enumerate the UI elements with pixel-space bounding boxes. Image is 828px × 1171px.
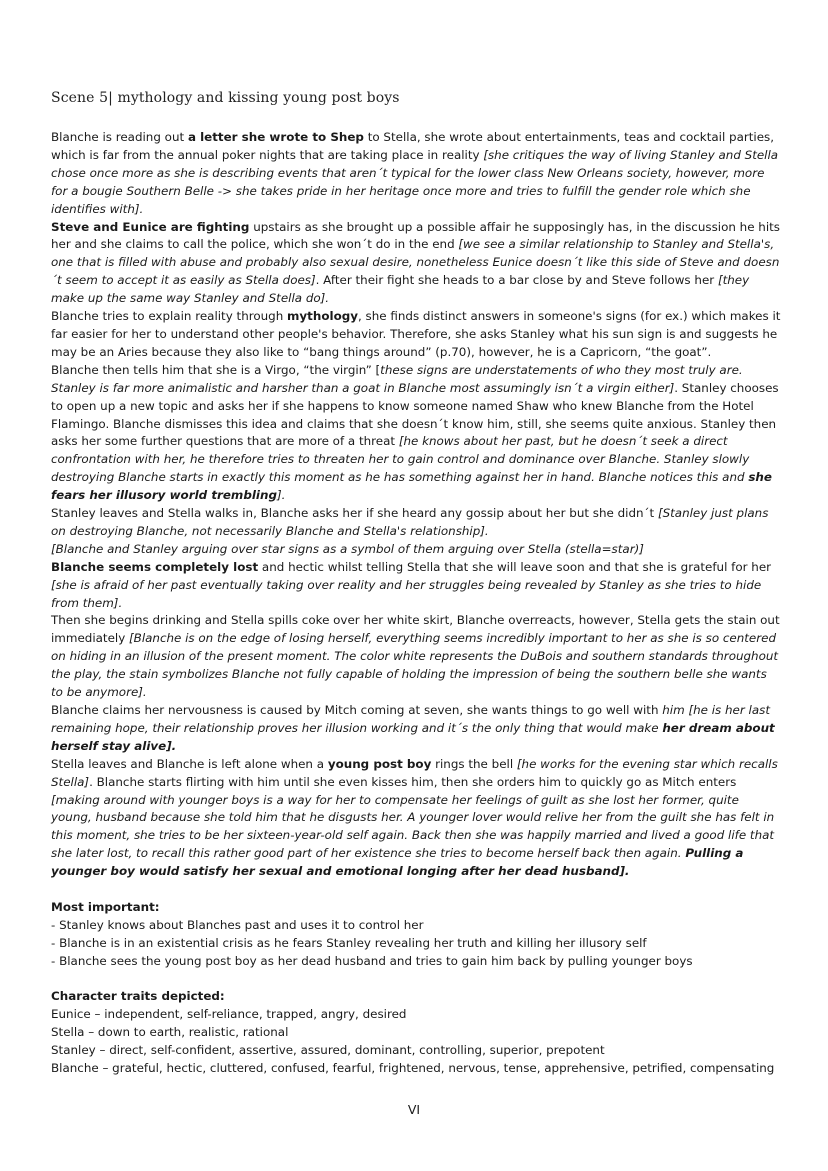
text-run: these signs are understatements of who they most truly are. Stanley is far more animalistic and harsher than a goat in Blanche most assumingly isn´t a virgin either] (51, 362, 743, 395)
character-trait-item: Blanche – grateful, hectic, cluttered, confused, fearful, frightened, nervous, tense, apprehensive, petrified, compensating (51, 1061, 775, 1076)
text-run: rings the bell (431, 756, 517, 771)
text-run: Blanche tries to explain reality through (51, 309, 288, 324)
text-run: Blanche seems completely lost (51, 559, 259, 574)
text-run: mythology (287, 309, 358, 324)
paragraph-list (51, 129, 781, 881)
text-run: Steve and Eunice are fighting (51, 219, 250, 234)
body-paragraph (51, 702, 781, 756)
character-traits-list (51, 1006, 781, 1078)
text-run: [she critiques the way of living Stanley and Stella chose once more as she is describing events that aren´t typical for the lower class New Orleans society, however, more for a bougie Southern Belle -> she takes pride in her heritage once more and tries to fulfill the gender role which she identifies with]. (51, 147, 779, 216)
body-paragraph (51, 756, 781, 881)
text-run: and hectic whilst telling Stella that she will leave soon and that she is grateful for her (258, 559, 772, 574)
section-gap (51, 881, 781, 899)
character-trait-item: Eunice – independent, self-reliance, trapped, angry, desired (51, 1007, 407, 1022)
most-important-item: - Blanche sees the young post boy as her dead husband and tries to gain him back by pulling younger boys (51, 953, 693, 968)
body-paragraph (51, 559, 781, 613)
text-run: Stanley leaves and Stella walks in, Blanche asks her if she heard any gossip about her but she didn´t (51, 506, 658, 521)
text-run: Blanche then tells him that she is a Virgo, “the virgin” [ (51, 362, 381, 377)
text-run: [Blanche is on the edge of losing herself, everything seems incredibly important to her as she is so centered on hiding in an illusion of the present moment. The color white represents the DuBois and southern standards throughout the play, the stain symbolizes Blanche not fully capable of holding the impression of being the southern belle she wants to be anymore]. (51, 631, 779, 700)
text-run: to Stella, she wrote about entertainments, teas and cocktail parties, which is far from the annual poker nights that are taking place in reality (51, 130, 775, 162)
body-paragraph (51, 129, 781, 219)
text-run: she fears her illusory world trembling (51, 470, 772, 503)
body-text (51, 129, 781, 1078)
text-run: a letter she wrote to Shep (187, 130, 364, 144)
text-run: . After their fight she heads to a bar close by and Steve follows her (315, 273, 718, 288)
text-run: Blanche is reading out (51, 130, 188, 144)
most-important-list (51, 917, 781, 971)
text-run: him [he is her last remaining hope, their relationship proves her illusion working and it´s the only thing that would make (51, 703, 770, 735)
body-paragraph (51, 541, 781, 559)
scene-title: Scene 5| mythology and kissing young post boys (51, 90, 400, 106)
text-run: Stella leaves and Blanche is left alone when a (51, 756, 328, 771)
text-run: [they make up the same way Stanley and Stella do]. (51, 273, 750, 306)
body-paragraph (51, 308, 781, 362)
text-run: young post boy (327, 756, 432, 771)
body-paragraph (51, 612, 781, 702)
text-run: [he works for the evening star which recalls Stella] (51, 756, 778, 789)
character-traits-heading: Character traits depicted: (51, 989, 225, 1004)
text-run: [she is afraid of her past eventually taking over reality and her struggles being revealed by Stanley as she tries to hide from them]. (51, 577, 762, 610)
most-important-heading: Most important: (51, 899, 160, 914)
body-paragraph (51, 362, 781, 505)
text-run: upstairs as she brought up a possible affair he supposingly has, in the discussion he hits her and she claims to call the police, which she won´t do in the end (51, 219, 780, 252)
text-run: Pulling a younger boy would satisfy her sexual and emotional longing after her dead husband]. (51, 846, 744, 879)
character-trait-item: Stanley – direct, self-confident, assertive, assured, dominant, controlling, superior, prepotent (51, 1043, 605, 1058)
text-run: . Stanley chooses to open up a new topic and asks her if she happens to know someone named Shaw who knew Blanche from the Hotel Flamingo. Blanche dismisses this idea and claims that she doesn´t know him, still, she seems quite anxious. Stanley then asks her some further questions that are more of a threat (51, 380, 779, 449)
text-run: Then she begins drinking and Stella spills coke over her white skirt, Blanche overreacts, however, Stella gets the stain out immediately (51, 613, 780, 646)
text-run: . Blanche starts flirting with him until she even kisses him, then she orders him to quickly go as Mitch enters (89, 774, 737, 789)
text-run: [Stanley just plans on destroying Blanche, not necessarily Blanche and Stella's relationship]. (51, 506, 769, 538)
text-run: [he knows about her past, but he doesn´t seek a direct confrontation with her, he therefore tries to threaten her to gain control and dominance over Blanche. Stanley slowly destroying Blanche starts in exactly this moment as he has something against her in hand. Blanche notices this and (51, 434, 750, 485)
text-run: [we see a similar relationship to Stanley and Stella's, one that is filled with abuse and probably also sexual desire, nonetheless Eunice doesn´t like this side of Steve and doesn´t seem to accept it as easily as Stella does] (51, 237, 780, 288)
text-run: her dream about herself stay alive]. (51, 720, 775, 753)
text-run: Blanche claims her nervousness is caused by Mitch coming at seven, she wants things to go well with (51, 703, 663, 717)
text-run: [Blanche and Stanley arguing over star signs as a symbol of them arguing over Stella (stella=star)] (51, 541, 644, 556)
character-trait-item: Stella – down to earth, realistic, rational (51, 1025, 289, 1040)
body-paragraph (51, 219, 781, 309)
most-important-item: - Stanley knows about Blanches past and uses it to control her (51, 917, 424, 932)
text-run: [making around with younger boys is a way for her to compensate her feelings of guilt as she lost her former, quite young, husband because she told him that he disgusts her. A younger lover would relive her from the guilt she has felt in this moment, she tries to be her sixteen-year-old self again. Back then she was happily married and lived a good life that she later lost, to recall this rather good part of her existence she tries to become herself back then again. (51, 792, 775, 861)
page-number: VI (407, 1102, 421, 1117)
text-run: ]. (276, 488, 286, 503)
body-paragraph (51, 505, 781, 541)
most-important-item: - Blanche is in an existential crisis as he fears Stanley revealing her truth and killing her illusory self (51, 935, 647, 950)
text-run: , she finds distinct answers in someone's signs (for ex.) which makes it far easier for her to understand other people's behavior. Therefore, she asks Stanley what his sun sign is and suggests he may be an Aries because they also like to “bang things around” (p.70), however, he is a Capricorn, “the goat”. (51, 309, 781, 359)
section-gap (51, 971, 781, 989)
